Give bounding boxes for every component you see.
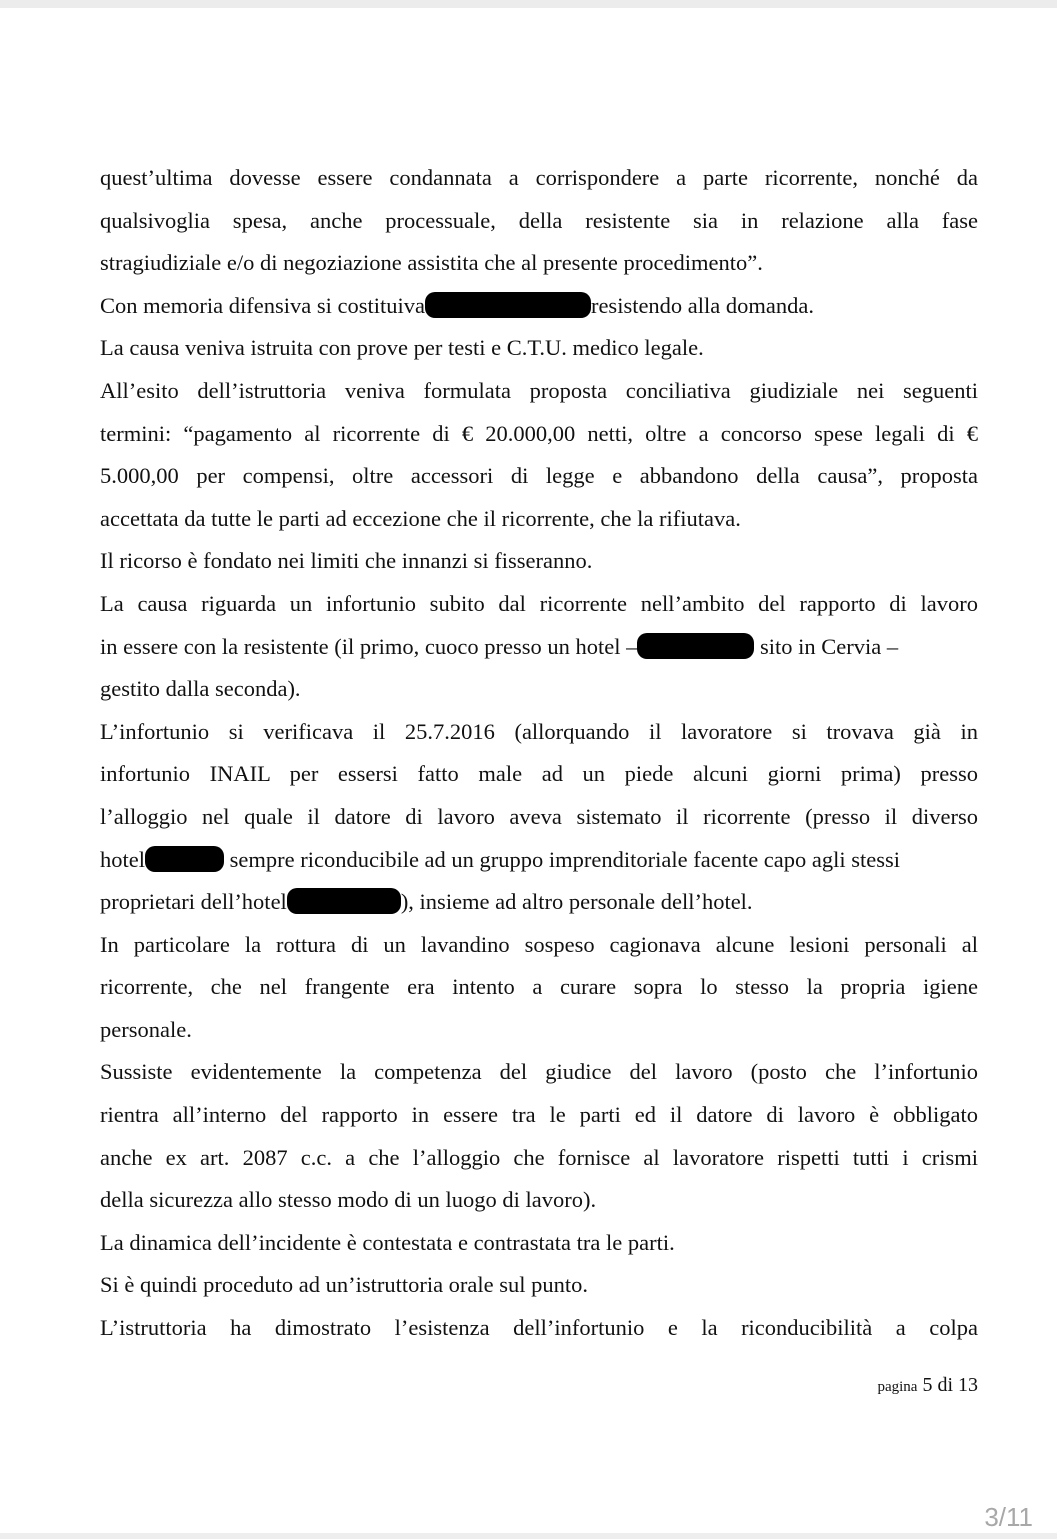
text-segment: ), insieme ad altro personale dell’hotel. xyxy=(400,889,753,915)
text-line: della sicurezza allo stesso modo di un luogo di lavoro). xyxy=(100,1187,597,1213)
text-line: anche ex art. 2087 c.c. a che l’alloggio che fornisce al lavoratore rispetti tutti i crismi xyxy=(100,1144,978,1170)
text-line: Si è quindi proceduto ad un’istruttoria orale sul punto. xyxy=(100,1272,589,1298)
text-line: La causa riguarda un infortunio subito dal ricorrente nell’ambito del rapporto di lavoro xyxy=(100,590,978,616)
page-label: pagina xyxy=(877,1379,918,1395)
text-line: rientra all’interno del rapporto in essere tra le parti ed il datore di lavoro è obbligato xyxy=(100,1102,978,1128)
text-line: 5.000,00 per compensi, oltre accessori di legge e abbandono della causa”, proposta xyxy=(100,463,978,489)
text-line: ricorrente, che nel frangente era intento a curare sopra lo stesso la propria igiene xyxy=(100,974,978,1000)
text-line xyxy=(100,626,978,669)
document-body xyxy=(100,157,978,1350)
text-segment: resistendo alla domanda. xyxy=(590,292,815,318)
page-number-value: 5 di 13 xyxy=(922,1374,978,1396)
text-segment: sempre riconducibile ad un gruppo imprenditoriale facente capo agli stessi xyxy=(224,846,901,872)
text-line: L’infortunio si verificava il 25.7.2016 (allorquando il lavoratore si trovava già in xyxy=(100,718,978,744)
text-line: La causa veniva istruita con prove per testi e C.T.U. medico legale. xyxy=(100,335,704,361)
redaction-box xyxy=(287,888,401,914)
text-line: Sussiste evidentemente la competenza del giudice del lavoro (posto che l’infortunio xyxy=(100,1059,978,1085)
viewer-page-counter: 3/11 xyxy=(984,1502,1033,1532)
viewer-bottom-border xyxy=(0,1533,1057,1539)
page-number xyxy=(877,1374,978,1397)
text-line: infortunio INAIL per essersi fatto male ad un piede alcuni giorni prima) presso xyxy=(100,761,978,787)
text-segment: sito in Cervia – xyxy=(754,633,899,659)
text-segment: Con memoria difensiva si costituiva xyxy=(100,292,425,318)
text-line: In particolare la rottura di un lavandino sospeso cagionava alcune lesioni personali al xyxy=(100,931,978,957)
viewer-top-border xyxy=(0,0,1057,8)
text-segment: hotel xyxy=(100,846,145,872)
text-line: La dinamica dell’incidente è contestata e contrastata tra le parti. xyxy=(100,1229,675,1255)
text-line: All’esito dell’istruttoria veniva formulata proposta conciliativa giudiziale nei seguenti xyxy=(100,377,978,403)
text-segment: proprietari dell’hotel xyxy=(100,889,287,915)
text-line xyxy=(100,285,978,328)
text-line: L’istruttoria ha dimostrato l’esistenza dell’infortunio e la riconducibilità a colpa xyxy=(100,1315,978,1341)
redaction-box xyxy=(637,633,754,659)
text-line xyxy=(100,839,978,882)
redaction-box xyxy=(145,846,224,872)
text-segment: in essere con la resistente (il primo, cuoco presso un hotel – xyxy=(100,633,638,659)
text-line: Il ricorso è fondato nei limiti che innanzi si fisseranno. xyxy=(100,548,593,574)
text-line: qualsivoglia spesa, anche processuale, della resistente sia in relazione alla fase xyxy=(100,207,978,233)
text-line: accettata da tutte le parti ad eccezione che il ricorrente, che la rifiutava. xyxy=(100,505,741,531)
redaction-box xyxy=(425,292,591,318)
text-line: personale. xyxy=(100,1016,192,1042)
text-line: termini: “pagamento al ricorrente di € 20.000,00 netti, oltre a concorso spese legali di € xyxy=(100,420,978,446)
text-line: quest’ultima dovesse essere condannata a corrispondere a parte ricorrente, nonché da xyxy=(100,165,978,190)
text-line: l’alloggio nel quale il datore di lavoro aveva sistemato il ricorrente (presso il diverso xyxy=(100,803,978,829)
text-line xyxy=(100,881,978,924)
text-line: stragiudiziale e/o di negoziazione assistita che al presente procedimento”. xyxy=(100,250,763,276)
text-line: gestito dalla seconda). xyxy=(100,676,301,702)
